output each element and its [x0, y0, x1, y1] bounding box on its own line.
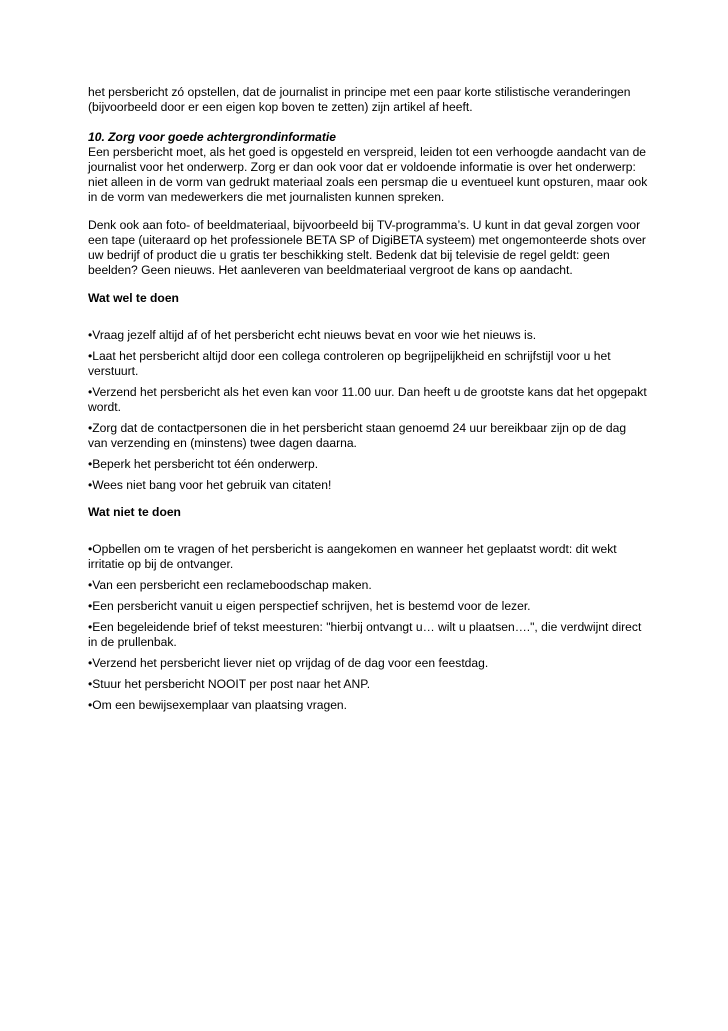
- dont-list-item: •Stuur het persbericht NOOIT per post naar het ANP.: [88, 677, 371, 691]
- dont-list-item: •Om een bewijsexemplaar van plaatsing vragen.: [88, 698, 348, 712]
- section-10-paragraph-1: Een persbericht moet, als het goed is opgesteld en verspreid, leiden tot een verhoogde aandacht van de journalist voor het onderwerp. Zorg er dan ook voor dat er voldoende informatie is over het onderwerp: niet alleen in de vorm van gedrukt materiaal zoals een persmap die u eventueel kunt opsturen, maar ook in de vorm van medewerkers die met journalisten kunnen spreken.: [88, 145, 648, 204]
- do-list: [88, 328, 648, 493]
- dont-list-item: •Verzend het persbericht liever niet op vrijdag of de dag voor een feestdag.: [88, 656, 489, 670]
- intro-paragraph: het persbericht zó opstellen, dat de journalist in principe met een paar korte stilistische veranderingen (bijvoorbeeld door er een eigen kop boven te zetten) zijn artikel af heeft.: [88, 85, 631, 114]
- dont-list: [88, 542, 648, 713]
- do-section-title: Wat wel te doen: [88, 291, 179, 305]
- section-10-paragraph-2: Denk ook aan foto- of beeldmateriaal, bijvoorbeeld bij TV-programma’s. U kunt in dat geval zorgen voor een tape (uiteraard op het professionele BETA SP of DigiBETA systeem) met ongemonteerde shots over uw bedrijf of product die u gratis ter beschikking stelt. Bedenk dat bij televisie de regel geldt: geen beelden? Geen nieuws. Het aanleveren van beeldmateriaal vergroot de kans op aandacht.: [88, 218, 646, 277]
- document-page: [88, 85, 648, 719]
- dont-section-title: Wat niet te doen: [88, 505, 181, 519]
- dont-list-item: •Een begeleidende brief of tekst meesturen: "hierbij ontvangt u… wilt u plaatsen….", die verdwijnt direct in de prullenbak.: [88, 620, 642, 649]
- do-list-item: •Laat het persbericht altijd door een collega controleren op begrijpelijkheid en schrijfstijl voor u het verstuurt.: [88, 349, 611, 378]
- dont-list-item: •Opbellen om te vragen of het persbericht is aangekomen en wanneer het geplaatst wordt: dit wekt irritatie op bij de ontvanger.: [88, 542, 617, 571]
- do-list-item: •Zorg dat de contactpersonen die in het persbericht staan genoemd 24 uur bereikbaar zijn op de dag van verzending en (minstens) twee dagen daarna.: [88, 421, 627, 450]
- do-list-item: •Beperk het persbericht tot één onderwerp.: [88, 457, 319, 471]
- dont-list-item: •Van een persbericht een reclameboodschap maken.: [88, 578, 372, 592]
- dont-list-item: •Een persbericht vanuit u eigen perspectief schrijven, het is bestemd voor de lezer.: [88, 599, 531, 613]
- do-list-item: •Wees niet bang voor het gebruik van citaten!: [88, 478, 332, 492]
- do-list-item: •Vraag jezelf altijd af of het persbericht echt nieuws bevat en voor wie het nieuws is.: [88, 328, 537, 342]
- do-list-item: •Verzend het persbericht als het even kan voor 11.00 uur. Dan heeft u de grootste kans dat het opgepakt wordt.: [88, 385, 647, 414]
- section-10-heading: 10. Zorg voor goede achtergrondinformatie: [88, 130, 336, 144]
